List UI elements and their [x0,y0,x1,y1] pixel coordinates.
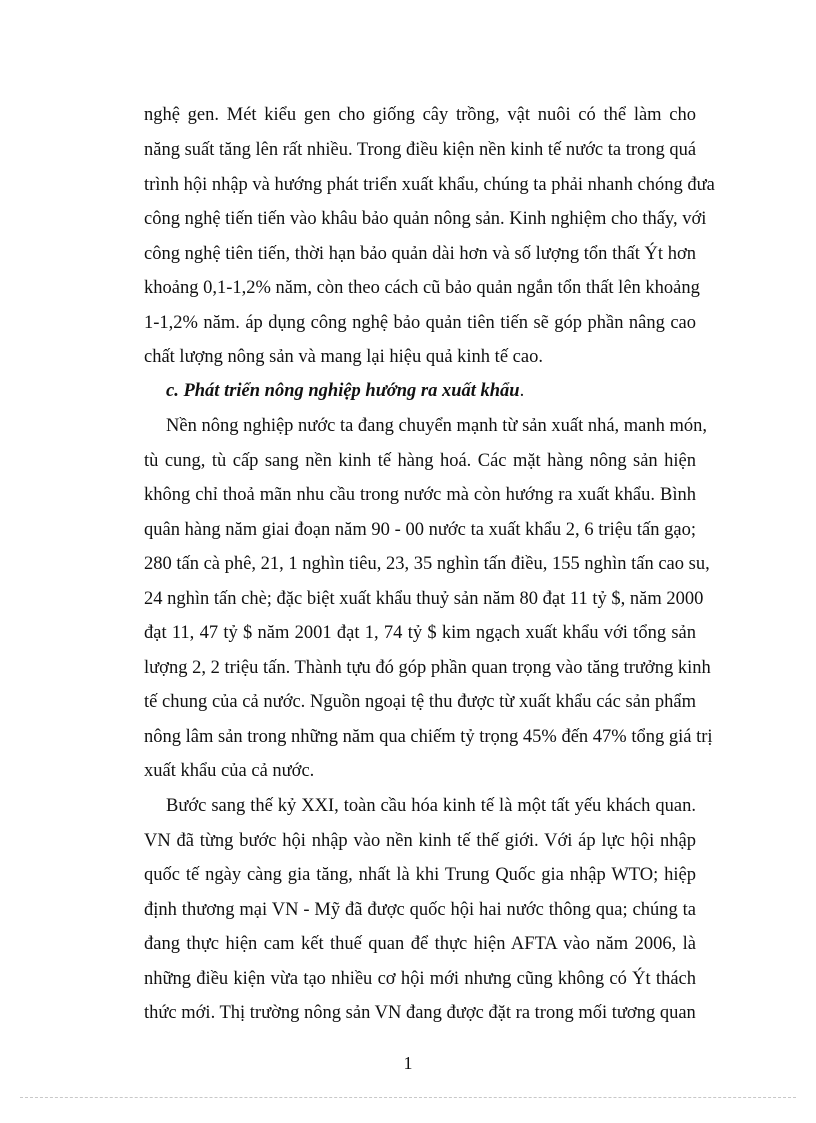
section-heading-period: . [519,381,525,401]
para2-line: xuất khẩu của cả nước. [144,761,315,781]
para3-line: những điều kiện vừa tạo nhiều cơ hội mới nhưng cũng không có Ýt thách [144,969,696,989]
para2-line: tù cung, tù cấp sang nền kinh tế hàng hoá. Các mặt hàng nông sản hiện [144,451,696,471]
para2-line: không chỉ thoả mãn nhu cầu trong nước mà còn hướng ra xuất khẩu. Bình [144,485,696,505]
para3-line: định thương mại VN - Mỹ đã được quốc hội hai nước thông qua; chúng ta [144,900,696,920]
para1-line: công nghệ tiến tiến vào khâu bảo quản nông sản. Kinh nghiệm cho thấy, với [144,209,707,229]
para2-line: lượng 2, 2 triệu tấn. Thành tựu đó góp phần quan trọng vào tăng trưởng kinh [144,658,711,678]
para1-line: chất lượng nông sản và mang lại hiệu quả kinh tế cao. [144,347,543,367]
para3-line: đang thực hiện cam kết thuế quan để thực hiện AFTA vào năm 2006, là [144,934,696,954]
para1-line: khoảng 0,1-1,2% năm, còn theo cách cũ bảo quản ngắn tổn thất lên khoảng [144,278,700,298]
para1-line: công nghệ tiên tiến, thời hạn bảo quản dài hơn và số lượng tổn thất Ýt hơn [144,244,696,264]
section-heading-text: c. Phát triển nông nghiệp hướng ra xuất khẩu [166,381,520,401]
para2-line: 24 nghìn tấn chè; đặc biệt xuất khẩu thuỷ sản năm 80 đạt 11 tỷ $, năm 2000 [144,589,704,609]
para2-line: nông lâm sản trong những năm qua chiếm tỷ trọng 45% đến 47% tổng giá trị [144,727,713,747]
para1-line: trình hội nhập và hướng phát triển xuất khẩu, chúng ta phải nhanh chóng đưa [144,175,715,195]
para1-line: 1-1,2% năm. áp dụng công nghệ bảo quản tiên tiến sẽ góp phần nâng cao [144,313,696,333]
para3-line: thức mới. Thị trường nông sản VN đang được đặt ra trong mối tương quan [144,1003,696,1023]
page-bottom-divider [20,1097,796,1098]
section-heading [166,380,706,402]
para2-line: tế chung của cả nước. Nguồn ngoại tệ thu được từ xuất khẩu các sản phẩm [144,692,696,712]
page-number: 1 [403,1053,413,1073]
para3-line: VN đã từng bước hội nhập vào nền kinh tế thế giới. Với áp lực hội nhập [144,831,696,851]
para3-line: quốc tế ngày càng gia tăng, nhất là khi Trung Quốc gia nhập WTO; hiệp [144,865,696,885]
para1-line: nghệ gen. Mét kiểu gen cho giống cây trồng, vật nuôi có thể làm cho [144,105,696,125]
para2-line: Nền nông nghiệp nước ta đang chuyển mạnh từ sản xuất nhá, manh món, [166,416,708,436]
para2-line: quân hàng năm giai đoạn năm 90 - 00 nước ta xuất khẩu 2, 6 triệu tấn gạo; [144,520,696,540]
para2-line: 280 tấn cà phê, 21, 1 nghìn tiêu, 23, 35 nghìn tấn điều, 155 nghìn tấn cao su, [144,554,710,574]
para3-line: Bước sang thế kỷ XXI, toàn cầu hóa kinh tế là một tất yếu khách quan. [166,796,696,816]
para1-line: năng suất tăng lên rất nhiều. Trong điều kiện nền kinh tế nước ta trong quá [144,140,697,160]
para2-line: đạt 11, 47 tỷ $ năm 2001 đạt 1, 74 tỷ $ kim ngạch xuất khẩu với tổng sản [144,623,696,643]
